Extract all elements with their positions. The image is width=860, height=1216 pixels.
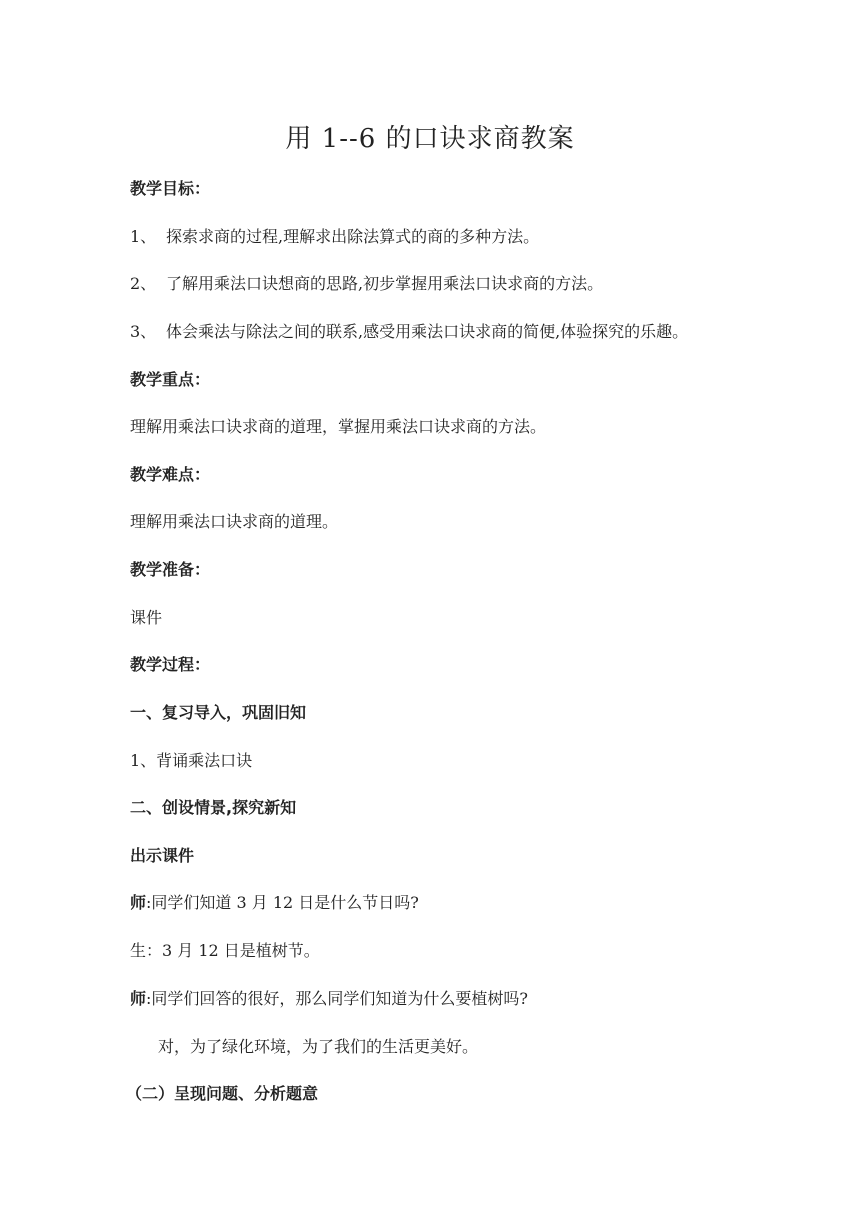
speaker-label: 师 [130,989,147,1008]
objective-number: 1、 [130,227,157,246]
objective-text: 探索求商的过程,理解求出除法算式的商的多种方法。 [166,227,540,246]
subsection2-heading: （二）呈现问题、分析题意 [126,1084,319,1103]
objective-item [130,321,688,343]
show-courseware-label: 出示课件 [130,846,195,865]
objective-number: 2、 [130,274,157,293]
section2-heading: 二、创设情景,探究新知 [130,798,297,817]
objective-text: 了解用乘法口诀想商的思路,初步掌握用乘法口诀求商的方法。 [166,274,604,293]
objective-text: 体会乘法与除法之间的联系,感受用乘法口诀求商的简便,体验探究的乐趣。 [166,322,689,341]
dialog-line [130,892,419,914]
section1-item: 1、背诵乘法口诀 [130,751,253,770]
objective-item [130,226,539,248]
key-points-text: 理解用乘法口诀求商的道理，掌握用乘法口诀求商的方法。 [130,417,547,436]
dialog-line [130,940,320,962]
dialog-line [130,988,528,1010]
objective-number: 3、 [130,322,157,341]
section1-heading: 一、复习导入，巩固旧知 [130,703,307,722]
difficulties-heading: 教学难点： [130,465,211,484]
dialog-text: :同学们知道 3 月 12 日是什么节日吗? [146,893,419,912]
speaker-label: 师 [130,893,147,912]
process-heading: 教学过程： [130,655,211,674]
dialog-text: 生：3 月 12 日是植树节。 [130,941,320,960]
objective-item [130,273,603,295]
objectives-heading: 教学目标： [130,179,211,198]
prep-text: 课件 [130,608,163,627]
document-title: 用 1--6 的口诀求商教案 [285,124,575,154]
key-points-heading: 教学重点： [130,370,211,389]
prep-heading: 教学准备： [130,560,211,579]
answer-text: 对，为了绿化环境，为了我们的生活更美好。 [158,1037,479,1056]
difficulties-text: 理解用乘法口诀求商的道理。 [130,512,339,531]
dialog-text: :同学们回答的很好，那么同学们知道为什么要植树吗? [146,989,528,1008]
